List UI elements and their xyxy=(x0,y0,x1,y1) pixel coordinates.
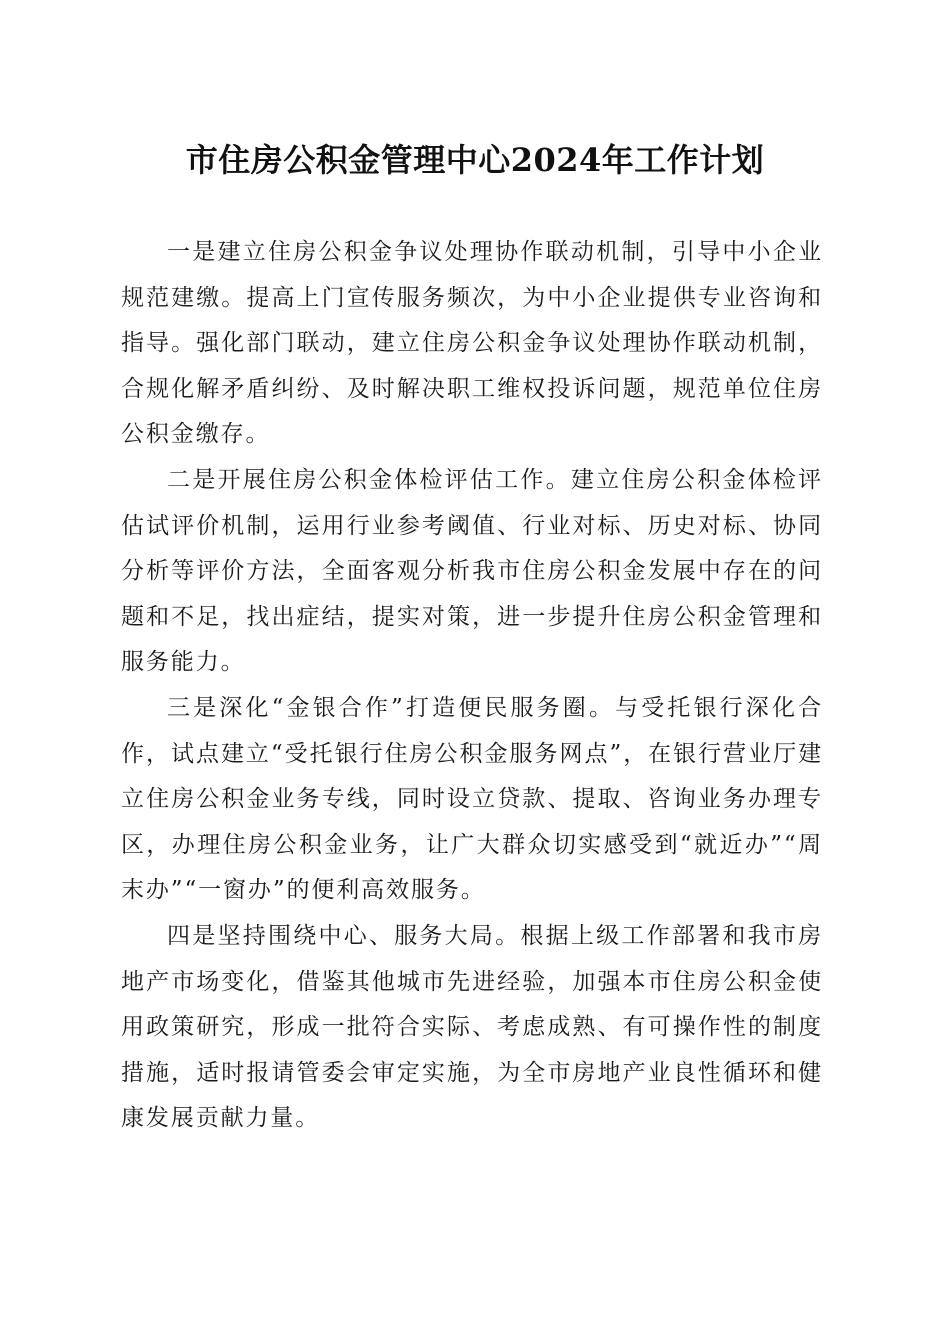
paragraph-2-text: 建立住房公积金体检评估试评价机制，运用行业参考阈值、行业对标、历史对标、协同分析等评价方法，全面客观分析我市住房公积金发展中存在的问题和不足，找出症结，提实对策，进一步提升住房公积金管理和服务能力。 xyxy=(121,466,823,676)
paragraph-2-lead: 二是开展住房公积金体检评估工作。 xyxy=(167,466,571,493)
paragraph-3-text: 与受托银行深化合作，试点建立“受托银行住房公积金服务网点”，在银行营业厅建立住房公积金业务专线，同时设立贷款、提取、咨询业务办理专区，办理住房公积金业务，让广大群众切实感受到“就近办”“周末办”“一窗办”的便利高效服务。 xyxy=(121,694,823,904)
paragraph-4-text: 根据上级工作部署和我市房地产市场变化，借鉴其他城市先进经验，加强本市住房公积金使用政策研究，形成一批符合实际、考虑成熟、有可操作性的制度措施，适时报请管委会审定实施，为全市房地产业良性循环和健康发展贡献力量。 xyxy=(121,922,823,1132)
paragraph-2 xyxy=(121,458,823,686)
document-title: 市住房公积金管理中心2024年工作计划 xyxy=(185,141,765,179)
paragraph-4-lead: 四是坚持围绕中心、服务大局。 xyxy=(167,922,521,949)
paragraph-3-lead: 三是深化“金银合作”打造便民服务圈。 xyxy=(167,694,616,721)
paragraph-3 xyxy=(121,686,823,914)
paragraph-4 xyxy=(121,914,823,1142)
paragraph-1 xyxy=(121,230,823,458)
paragraph-1-text: 提高上门宣传服务频次，为中小企业提供专业咨询和指导。强化部门联动，建立住房公积金争议处理协作联动机制，合规化解矛盾纠纷、及时解决职工维权投诉问题，规范单位住房公积金缴存。 xyxy=(121,284,823,448)
document-body xyxy=(121,230,823,1142)
paragraph-1-lead: 一是建立住房公积金争议处理协作联动机制，引导中小企业规范建缴。 xyxy=(121,239,823,311)
